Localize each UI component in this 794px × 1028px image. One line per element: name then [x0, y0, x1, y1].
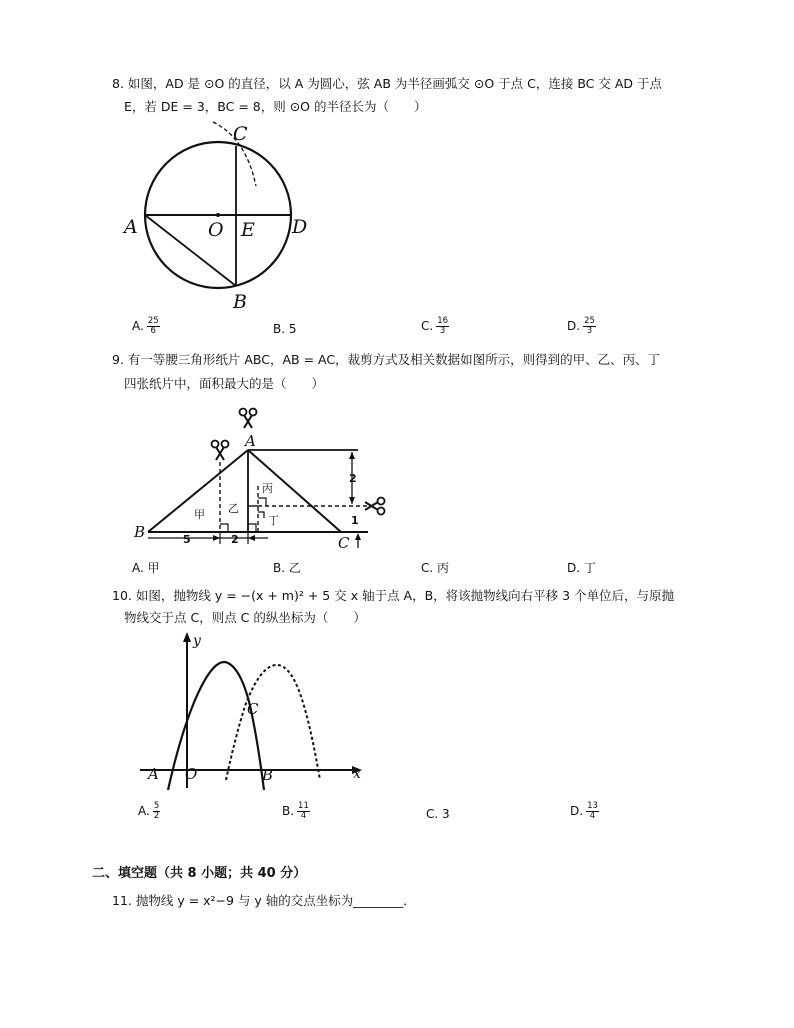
- scissors-icon: [365, 498, 385, 515]
- label-c: C: [338, 534, 350, 552]
- q9-figure: [128, 400, 398, 552]
- label-e: E: [241, 219, 255, 241]
- q10-option-a[interactable]: A. $\frac{5}{2}$: [138, 801, 160, 821]
- q9-line-2: 四张纸片中，面积最大的是（ ）: [124, 376, 325, 391]
- q10-option-d[interactable]: D. $\frac{13}{4}$: [570, 801, 598, 821]
- label-five: 5: [183, 533, 191, 546]
- q8-line-2: E，若 DE = 3，BC = 8，则 ⊙O 的半径长为（ ）: [124, 99, 427, 114]
- label-ding: 丁: [268, 514, 279, 527]
- label-y: y: [193, 633, 201, 649]
- q10-figure: [140, 628, 370, 790]
- right-angle-1: [220, 524, 228, 532]
- label-two-side: 2: [349, 472, 357, 485]
- label-d: D: [292, 216, 308, 238]
- label-o: O: [208, 219, 224, 241]
- q8-option-b[interactable]: B. 5: [273, 322, 297, 336]
- label-b: B: [262, 766, 274, 784]
- label-two-bottom: 2: [231, 533, 239, 546]
- q8-line-1: 8. 如图，AD 是 ⊙O 的直径，以 A 为圆心，弦 AB 为半径画弧交 ⊙O 于点 C，连接 BC 交 AD 于点: [112, 76, 662, 91]
- q9-option-c[interactable]: C. 丙: [421, 561, 450, 575]
- q8-option-d[interactable]: D. $\frac{25}{3}$: [567, 316, 595, 336]
- shifted-parabola: [226, 665, 320, 780]
- q8-option-c[interactable]: C. $\frac{16}{3}$: [421, 316, 449, 336]
- label-o: O: [185, 765, 198, 783]
- q8-figure: [118, 118, 328, 313]
- q9-option-a[interactable]: A. 甲: [132, 561, 160, 575]
- label-a: A: [124, 216, 138, 238]
- q10-line-2: 物线交于点 C，则点 C 的纵坐标为（ ）: [124, 610, 366, 625]
- right-angle-2: [248, 524, 256, 532]
- q10-option-b[interactable]: B. $\frac{11}{4}$: [282, 801, 309, 821]
- q8-option-a[interactable]: A. $\frac{25}{6}$: [132, 316, 159, 336]
- label-b: B: [233, 291, 247, 313]
- q10-option-c[interactable]: C. 3: [426, 807, 450, 821]
- right-angle-4: [258, 512, 264, 518]
- scissors-icon: [212, 441, 229, 461]
- label-c: C: [247, 700, 259, 718]
- right-angle-3: [258, 498, 266, 506]
- label-bing: 丙: [262, 482, 273, 495]
- label-b: B: [134, 523, 146, 541]
- label-a: A: [148, 765, 159, 783]
- label-x: x: [353, 766, 361, 782]
- q10-line-1: 10. 如图，抛物线 y = −(x + m)² + 5 交 x 轴于点 A，B，将该抛物线向右平移 3 个单位后，与原抛: [112, 588, 675, 603]
- label-yi: 乙: [228, 502, 239, 515]
- q9-line-1: 9. 有一等腰三角形纸片 ABC，AB = AC，裁剪方式及相关数据如图所示，则得到的甲、乙、丙、丁: [112, 352, 661, 367]
- q9-option-b[interactable]: B. 乙: [273, 561, 301, 575]
- center-o-dot: [216, 213, 220, 217]
- section-2-title: 二、填空题（共 8 小题；共 40 分）: [92, 866, 307, 881]
- label-a: A: [245, 432, 256, 450]
- label-one: 1: [351, 514, 359, 527]
- label-c: C: [233, 123, 248, 145]
- q11-line: 11. 抛物线 y = x²−9 与 y 轴的交点坐标为________．: [112, 893, 416, 908]
- label-jia: 甲: [194, 508, 205, 521]
- q9-option-d[interactable]: D. 丁: [567, 561, 596, 575]
